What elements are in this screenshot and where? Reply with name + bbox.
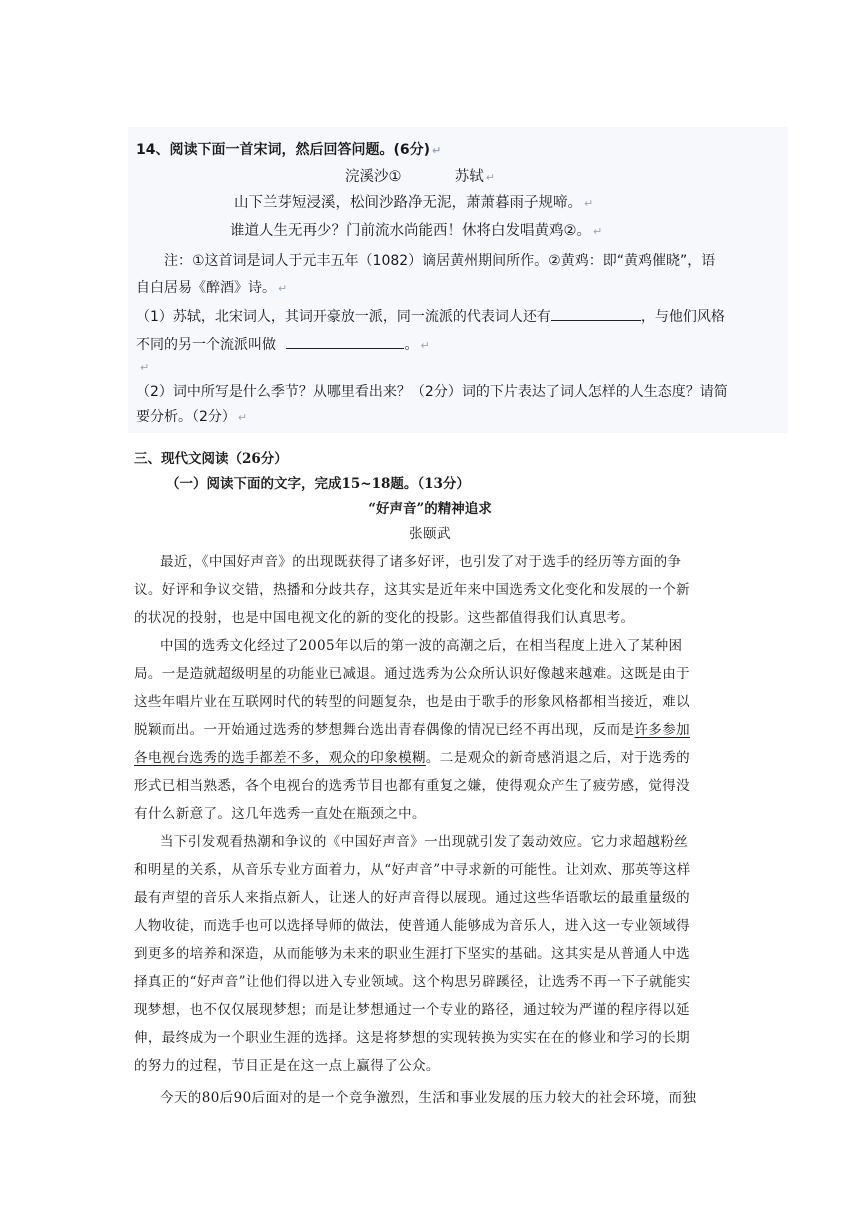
paragraph-mark: ↵ [278,282,288,295]
poem-line-1 [234,191,593,212]
question-1-text-d: 。 [404,337,419,353]
poem-author: 苏轼 [454,169,484,185]
paragraph-mark: ↵ [237,411,248,424]
question-1-line-1 [136,306,725,326]
paragraph-line: 的状况的投射，也是中国电视文化的新的变化的投影。这些都值得我们认真思考。 [134,610,635,626]
note-line-1-text: 注：①这首词是词人于元丰五年（1082）谪居黄州期间所作。②黄鸡：即“黄鸡催晓”，语 [164,253,716,269]
paragraph-line: 最有声望的音乐人来指点新人，让迷人的好声音得以展现。通过这些华语歌坛的最重量级的 [134,890,690,906]
paragraph-line: 现梦想，也不仅仅展现梦想；而是让梦想通过一个专业的路径，通过较为严谨的程序得以延 [134,1002,690,1018]
answer-blank-1[interactable] [551,319,641,321]
poem-line-2 [230,219,602,240]
paragraph-line: 最近，《中国好声音》的出现既获得了诸多好评，也引发了对于选手的经历等方面的争 [160,554,682,570]
poem-title-line [345,165,495,186]
poem-line-1-text: 山下兰芽短浸溪，松间沙路净无泥，萧萧暮雨子规啼。 [234,195,582,211]
section-3-heading: 三、现代文阅读（26分） [134,451,288,467]
poem-line-2-text: 谁道人生无再少？门前流水尚能西！休将白发唱黄鸡②。 [230,223,591,239]
paragraph-line: 到更多的培养和深造，从而能够为未来的职业生涯打下坚实的基础。这其实是从普通人中选 [134,946,690,962]
question-14-heading [136,139,441,159]
poem-title: 浣溪沙① [345,169,402,185]
paragraph-line: 今天的80后90后面对的是一个竞争激烈，生活和事业发展的压力较大的社会环境，而独 [160,1090,697,1106]
note-line-2 [136,277,287,297]
paragraph-line: 议。好评和争议交错，热播和分歧共存，这其实是近年来中国选秀文化变化和发展的一个新 [134,582,690,598]
paragraph-line: 人物收徒，而选手也可以选择导师的做法，使普通人能够成为音乐人，进入这一专业领域得 [134,918,690,934]
paragraph-line: 这些年唱片业在互联网时代的转型的问题复杂，也是由于歌手的形象风格都相当接近，难以 [134,694,690,710]
paragraph-mark: ↵ [420,339,430,352]
paragraph-line: 中国的选秀文化经过了2005年以后的第一波的高潮之后，在相当程度上进入了某种困 [160,638,683,654]
paragraph-mark: ↵ [432,144,442,157]
question-2-text-a: （2）词中所写是什么季节？从哪里看出来？（2分）词的下片表达了词人怎样的人生态度？请简 [136,384,728,400]
section-3-subheading: （一）阅读下面的文字，完成15~18题。（13分） [166,476,470,492]
question-1-text-a: （1）苏轼，北宋词人，其词开豪放一派，同一流派的代表词人还有 [136,309,551,325]
paragraph-line: 和明星的关系，从音乐专业方面着力，从“好声音”中寻求新的可能性。让刘欢、那英等这样 [134,862,691,878]
paragraph-line [134,718,690,738]
question-2-line-2 [136,406,247,426]
paragraph-text: 脱颖而出。一开始通过选秀的梦想舞台选出青春偶像的情况已经不再出现，反而是 [134,722,635,738]
question-2-text-b: 要分析。（2分） [136,409,236,425]
answer-blank-2[interactable] [286,347,404,349]
question-14-text: 14、阅读下面一首宋词，然后回答问题。(6分) [136,142,431,158]
paragraph-line: 形式已相当熟悉，各个电视台的选秀节目也都有重复之嫌，使得观众产生了疲劳感，觉得没 [134,778,690,794]
paragraph-mark: ↵ [584,197,594,210]
paragraph-text: 。二是观众的新奇感消退之后，对于选秀的 [425,750,691,766]
note-line-2-text: 自白居易《醉酒》诗。 [136,280,276,296]
paragraph-line: 当下引发观看热潮和争议的《中国好声音》一出现就引发了轰动效应。它力求超越粉丝 [160,834,689,850]
article-author: 张颐武 [409,526,451,542]
article-title: “好声音”的精神追求 [368,501,492,517]
question-1-text-c: 不同的另一个流派叫做 [136,337,276,353]
paragraph-line: 有什么新意了。这几年选秀一直处在瓶颈之中。 [134,806,426,822]
note-line-1 [164,250,715,270]
paragraph-mark: ↵ [593,225,603,238]
paragraph-line: 的努力的过程，节目正是在这一点上赢得了公众。 [134,1058,440,1074]
question-1-line-2 [136,334,430,354]
underlined-text: 许多参加 [634,722,691,738]
paragraph-line: 伸，最终成为一个职业生涯的选择。这是将梦想的实现转换为实实在在的修业和学习的长期 [134,1030,690,1046]
underlined-text: 各电视台选秀的选手都差不多，观众的印象模糊 [134,750,426,766]
question-1-text-b: ，与他们风格 [640,309,725,325]
paragraph-line [134,746,690,766]
paragraph-line: 局。一是造就超级明星的功能业已减退。通过选秀为公众所认识好像越来越难。这既是由于 [134,666,690,682]
empty-paragraph-mark: ↵ [140,361,150,374]
paragraph-line: 择真正的“好声音”让他们得以进入专业领域。这个构思另辟蹊径，让选秀不再一下子就能实 [134,974,691,990]
question-2-line-1 [136,381,728,401]
paragraph-mark: ↵ [485,171,495,184]
